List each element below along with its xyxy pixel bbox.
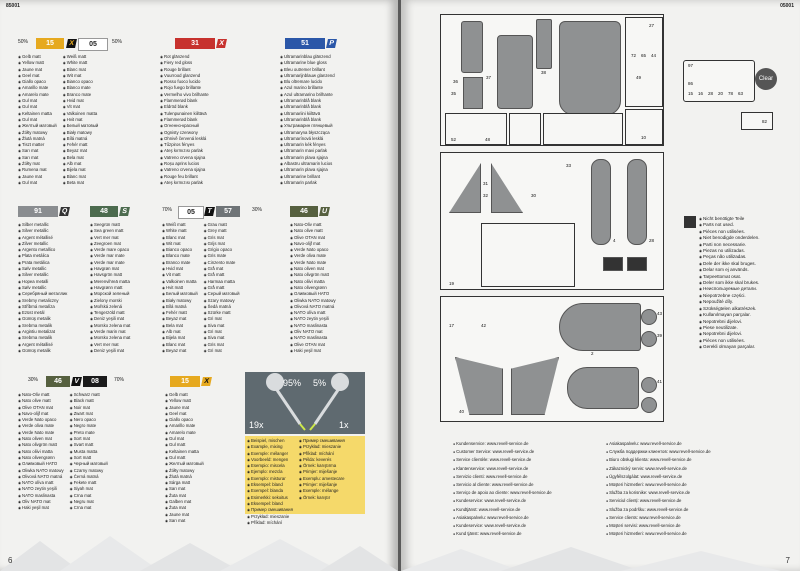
page-code: 85001 [6, 3, 20, 9]
page-footer-decoration [0, 531, 398, 571]
sprue-part [627, 257, 647, 271]
paint-chip-15: 15 [170, 376, 200, 387]
paint-mix-1 [18, 38, 138, 186]
customer-service-list: ● Kundenservice: www.revell-service.de ● Customer Service: www.revell-service.de ● Service clientèle: www.revell-service.de ● Klantenservice: www.revell-service.de ● Servizio clienti: www.revell-service.de ● Servicio al cliente: www.revell-service.de ● Serviço de apoio ao cliente: www.revell-service.de ● Kundeservice: www.revell-service.de ● Kundtjänst: www.revell-service.de ● Asiakaspalvelu: www.revell-service.de ● Kundeservice: www.revell-service.de ● Kund tjänst: www.revell-service.de [453, 440, 552, 538]
paint-mix-2 [160, 38, 240, 186]
sprue-frame-bottom: 17 42 43 39 2 40 41 [440, 296, 664, 422]
paint-mix-3 [280, 38, 380, 186]
sprue-part [641, 331, 657, 347]
paint-chip-08: 08 [83, 376, 107, 387]
mix-percent-b: 70% [114, 377, 125, 383]
paint-chip-15: 15 [36, 38, 64, 49]
mix-letter-badge: U [319, 207, 330, 216]
paint-chip-91: 91 [18, 206, 58, 217]
example-col: ◉ Beispiel, mischen ◉ Example, mixing ◉ Exemple: mélanger ◉ Voorbeeld: mengen ◉ Esempio: miscela ◉ Ejemplo: mezcla ◉ Exemplo: misturar ◉ Eksempel: bland ◉ Exempel: blanda ◉ Esimerkki: sekoitus ◉ Eksempel: bland ◉ Пример смешивания ◉ Przykład: mieszanie ◉ Příklad: míchání [247, 438, 293, 526]
mix-percent-a: 50% [18, 39, 29, 45]
sprue-part [603, 257, 623, 271]
unused-parts-legend: ◉ Nicht benötigte Teile ◉ Parts not used. ◉ Pièces non utilisées. ◉ Niet benodigde onderdelen. ◉ Parti non necessarie. ◉ Piezas no utilizadas. ◉ Peças não utilizadas. ◉ Dele der ikke skal bruges. ◉ Delar som ej används. ◉ Tarpeettomat osat. ◉ Deler som ikke skal brukes. ◉ Неиспользуемые детали. ◉ Niepotrzebne części. ◉ Nepoužité díly. ◉ Szükségtelen alkatrészek. ◉ Kullanılmayan parçalar. ◉ Nepotrebni dijelovi. ◉ Piese neutilizate. ◉ Nepotrebni dijelovi. ◉ Pièces non utilisées. ◉ Gerekli olmayan parçalar. [699, 216, 759, 351]
mix-letter-badge: Q [61, 208, 68, 215]
sprue-part [497, 35, 533, 109]
small-sprue-frame: 82 [741, 112, 773, 130]
sprue-part [641, 377, 657, 393]
sprue-part [627, 159, 647, 245]
paint-mix-7 [290, 206, 380, 354]
paint-chip-46: 46 [290, 206, 318, 217]
mix-ratio-percent-a: 95% [283, 378, 302, 388]
paint-names-col: ◉ Gelb matt ◉ Yellow matt ◉ Jaune mat ◉ Geel mat ◉ Giallo opaco ◉ Amarillo mate ◉ Amarelo mate ◉ Gul mat ◉ Gul matt ◉ Keltainen matta ◉ Gul matt ◉ Желтый матовый ◉ Żółty matowy ◉ Žlutá matná ◉ Sárga matt ◉ Sarı mat ◉ Žuta mat ◉ Galben mat ◉ Žuta mat ◉ Jaune mat ◉ Sarı mat [165, 392, 245, 524]
paint-chip-46: 46 [46, 376, 70, 387]
paint-names-col: ◉ Seegrün matt ◉ Sea green matt ◉ Vert mer mat ◉ Zeegroen mat ◉ Verde mare opaco ◉ Verde mar mate ◉ Verde mar mate ◉ Havgrøn mat ◉ Havsgrön matt ◉ Merenvihreä matta ◉ Havgrønn matt ◉ Морской зеленый ◉ Zielony morski ◉ Mořská zelená ◉ Tengerzöld matt ◉ Deniz yeşili mat ◉ Morsko zelena mat ◉ Verde marin mat ◉ Morsko zelena mat ◉ Vert mer mat ◉ Deniz yeşili mat [90, 222, 160, 354]
mix-percent-b: 50% [112, 39, 123, 45]
mix-ratio-count-b: 1x [339, 420, 349, 430]
paint-names-col: ◉ Nato-Oliv matt ◉ Nato olive matt ◉ Olive OTAN mat ◉ Navo-olijf mat ◉ Verde Nato opaco ◉ Verde oliva mate ◉ Verde Nato mate ◉ Nato oliven mat ◉ Nato olivgrön matt ◉ Nato oliivi matta ◉ Nato olivengrønn ◉ Оливковый НАТО ◉ Oliwka NATO matowy ◉ Olivová NATO matná ◉ NATO olíva matt ◉ NATO zeytin yeşili ◉ NATO maslinasta ◉ Oliv NATO mat ◉ NATO maslinasta ◉ Olive OTAN mat ◉ Haki yeşil mat [290, 222, 380, 354]
sprue-part [559, 21, 621, 115]
unused-parts-swatch [684, 216, 696, 228]
mix-ratio-count-a: 19x [249, 420, 264, 430]
sprue-part [641, 309, 657, 325]
paint-chip-05: 05 [78, 38, 108, 51]
sprue-sub-frame [509, 113, 541, 145]
mix-letter-badge: S [119, 207, 130, 216]
page-number: 6 [8, 556, 13, 565]
sprue-part [463, 77, 483, 109]
sprue-part [491, 163, 523, 213]
sprue-sub-frame [543, 113, 623, 145]
mix-letter-badge: X [216, 39, 227, 48]
paint-chip-05: 05 [178, 206, 204, 219]
page-number: 7 [785, 556, 790, 565]
paint-mix-9 [165, 376, 245, 524]
paint-names-col: ◉ Gelb matt ◉ Yellow matt ◉ Jaune mat ◉ Geel mat ◉ Giallo opaco ◉ Amarillo mate ◉ Amarelo mate ◉ Gul mat ◉ Gul mat ◉ Keltainen mattа ◉ Gul mat ◉ Желтый матовый ◉ Żółty matowy ◉ Žlutá matná ◉ Tiszt matter ◉ Sarı mat ◉ Sarı mat ◉ Żółty mat ◉ Rumena mat ◉ Jaune mat ◉ Gul mat [18, 54, 57, 186]
mix-ratio-percent-b: 5% [313, 378, 327, 388]
sprue-part [511, 357, 559, 415]
clear-parts-badge: Clear [755, 68, 777, 90]
sprue-sub-frame [481, 223, 575, 287]
paint-names-col: ◉ Weiß matt ◉ White matt ◉ Blanc mat ◉ Wit mat ◉ Bianco opaco ◉ Blanco mate ◉ Branco mate ◉ Hvid mat ◉ Vit matt ◉ Valkoinen matta ◉ Hvit matt ◉ Белый матовый ◉ Biały matowy ◉ Bílá matná ◉ Fehér matt ◉ Beyaz mat ◉ Bela mat ◉ Alb mat ◉ Bijela mat ◉ Blanc mat ◉ Beyaz mat [162, 222, 198, 354]
clear-sprue-frame: 97 86 15 16 28 20 78 63 [683, 60, 755, 102]
paint-names-col: ◉ Silber metallic ◉ Silver metallic ◉ Argent métallisé ◉ Zilver metallic ◉ Argento metallico ◉ Plata metálica ◉ Prata metálica ◉ Sølv metallic ◉ Silver metallic ◉ Hopea metalli ◉ Sølv metallic ◉ Серебряный металлик ◉ Srebrny metaliczny ◉ Stříbrná metalíza ◉ Ezüst metál ◉ Gümüş metalik ◉ Srebrna metalik ◉ Argintiu metalizat ◉ Srebrna metalik ◉ Argent métallisé ◉ Gümüş metalik [18, 222, 88, 354]
sprue-part [567, 367, 639, 409]
customer-service-list: ● Asiakaspalvelu: www.revell-service.de ● Служба поддержки клиентов: www.revell-service.de ● Biuro obsługi klienta: www.revell-service.de ● Zákaznický servis: www.revell-service.de ● Ügyfélszolgálat: www.revell-service.de ● Müşteri hizmetleri: www.revell-service.de ● Služba za korisnike: www.revell-service.de ● Serviciul clienți: www.revell-service.de ● Služba za podršku: www.revell-service.de ● Service clients: www.revell-service.de ● Müşteri servisi: www.revell-service.de ● Müşteri hizmetleri: www.revell-service.de [606, 440, 711, 538]
mix-letter-badge: V [71, 377, 82, 386]
sprue-part [559, 303, 641, 351]
sprue-part [455, 357, 503, 415]
mix-example-legend [245, 436, 365, 525]
paint-names-col: ◉ Ultramarinblau glänzend ◉ Ultramarine blue gloss ◉ Bleu outremer brillant ◉ Ultramarijnblauw glanzend ◉ Blu oltremare lucido ◉ Azul marino brillante ◉ Azul ultramarino brilhante ◉ Ultramarinblå blank ◉ Ultramarinblå blank ◉ Ultramariini kiiltävä ◉ Ultramarinblå blank ◉ Ультрамарин глянцевый ◉ Ultramaryna błyszcząca ◉ Ultramarínová lesklá ◉ Ultramarin kék fényes ◉ Ultramarin mavi parlak ◉ Ultramarin plava sjajna ◉ Albastru ultramarin lucios ◉ Ultramarin plava sjajna ◉ Ultramarine brillant ◉ Ultramarin parlak [280, 54, 380, 186]
sprue-part [591, 159, 611, 245]
sprue-sub-frame [625, 17, 663, 107]
paint-mix-8 [18, 376, 143, 512]
paint-chip-48: 48 [90, 206, 118, 217]
mix-percent-a: 70% [162, 207, 173, 213]
paint-chip-31: 31 [175, 38, 215, 49]
paint-names-col: ◉ Schwarz matt ◉ Black matt ◉ Noir mat ◉ Zwart mat ◉ Nero opaco ◉ Negro mate ◉ Preto mate ◉ Sort mat ◉ Svart matt ◉ Musta matta ◉ Sort matt ◉ Черный матовый ◉ Czarny matowy ◉ Černá matná ◉ Fekete matt ◉ Siyah mat ◉ Crna mat ◉ Negru mat ◉ Crna mat [70, 392, 108, 512]
page-code: 05001 [780, 3, 794, 9]
example-col: ◉ Пример смешивания ◉ Przykład: mieszanie ◉ Příklad: míchání ◉ Példa: keverés ◉ Örnek: karıştırma ◉ Primjer: miješanje ◉ Exemplu: amestecare ◉ Primjer: miješanje ◉ Exemple: mélange ◉ Örnek: karıştır [299, 438, 345, 526]
mix-letter-badge: T [204, 207, 215, 216]
paint-mix-6 [162, 206, 282, 354]
sprue-part [536, 19, 552, 69]
paint-mix-4 [18, 206, 88, 354]
paint-chip-51: 51 [285, 38, 325, 49]
mix-letter-badge: X [201, 377, 212, 386]
page-footer-decoration [401, 541, 800, 571]
mix-percent-a: 30% [28, 377, 39, 383]
mix-percent-b: 30% [252, 207, 263, 213]
sprue-frame-middle: 31 32 30 33 4 28 19 [440, 152, 664, 290]
paint-names-col: ◉ Weiß matt ◉ White matt ◉ Blanc mat ◉ Wit mat ◉ Bianco opaco ◉ Blanco mate ◉ Branco mate ◉ Hvid mat ◉ Vit mat ◉ Valkoinen matta ◉ Hvit mat ◉ Белый матовый ◉ Biały matowy ◉ Bílá matná ◉ Fehér matt ◉ Beyaz mat ◉ Bela mat ◉ Alb mat ◉ Bijela mat ◉ Blanc mat ◉ Beta mat [63, 54, 99, 186]
paint-names-col: ◉ Grau matt ◉ Grey matt ◉ Gris mat ◉ Grijs mat ◉ Grigio opaco ◉ Gris mate ◉ Cinzento mate ◉ Grå mat ◉ Grå matt ◉ Harmaa matta ◉ Grå matt ◉ Серый матовый ◉ Szary matowy ◉ Šedá matná ◉ Szürke matt ◉ Gri mat ◉ Siva mat ◉ Gri mat ◉ Siva mat ◉ Gris mat ◉ Gri mat [204, 222, 240, 354]
mix-letter-badge: P [326, 39, 337, 48]
right-page [401, 0, 800, 571]
paint-names-col: ◉ Nato-Oliv matt ◉ Nato olive matt ◉ Olive OTAN mat ◉ Navo-olijf mat ◉ Verde Nato opaco ◉ Verde oliva mate ◉ Verde Nato mate ◉ Nato oliven mat ◉ Nato olivgrön matt ◉ Nato oliivi matta ◉ Nato olivengrønn ◉ Оливковый НАТО ◉ Oliwka NATO matowy ◉ Olivová NATO matná ◉ NATO olíva matt ◉ NATO zeytin yeşili ◉ NATO maslinasta ◉ Oliv NATO mat ◉ Haki yeşil mat [18, 392, 64, 512]
sprue-part [449, 163, 481, 213]
sprue-part [461, 21, 483, 73]
paint-mix-illustration [245, 372, 365, 434]
sprue-frame-top: 36 35 37 38 72 65 44 27 49 52 48 10 [440, 14, 664, 146]
left-page [0, 0, 398, 571]
paint-names-col: ◉ Rot glänzend ◉ Fiery red gloss ◉ Rouge brillant ◉ Vuurrood glanzend ◉ Rosso fuoco lucido ◉ Rojo fuego brillante ◉ Vermelho vivo brilhante ◉ Flammerød blank ◉ Eldröd blank ◉ Tulenpunainen kiiltävä ◉ Flammerød blank ◉ Огненно-красный ◉ Ognisty czerwony ◉ Ohnivě červená lesklá ◉ Tűzpiros fényes ◉ Ateş kırmızısı parlak ◉ Vatreno crvena sjajna ◉ Roșu aprins lucios ◉ Vatreno crvena sjajna ◉ Rouge feu brillant ◉ Ateş kırmızısı parlak [160, 54, 240, 186]
mix-letter-badge: X [66, 39, 77, 48]
paint-chip-57: 57 [216, 206, 240, 217]
sprue-part [641, 397, 657, 413]
paint-mix-5 [90, 206, 160, 354]
